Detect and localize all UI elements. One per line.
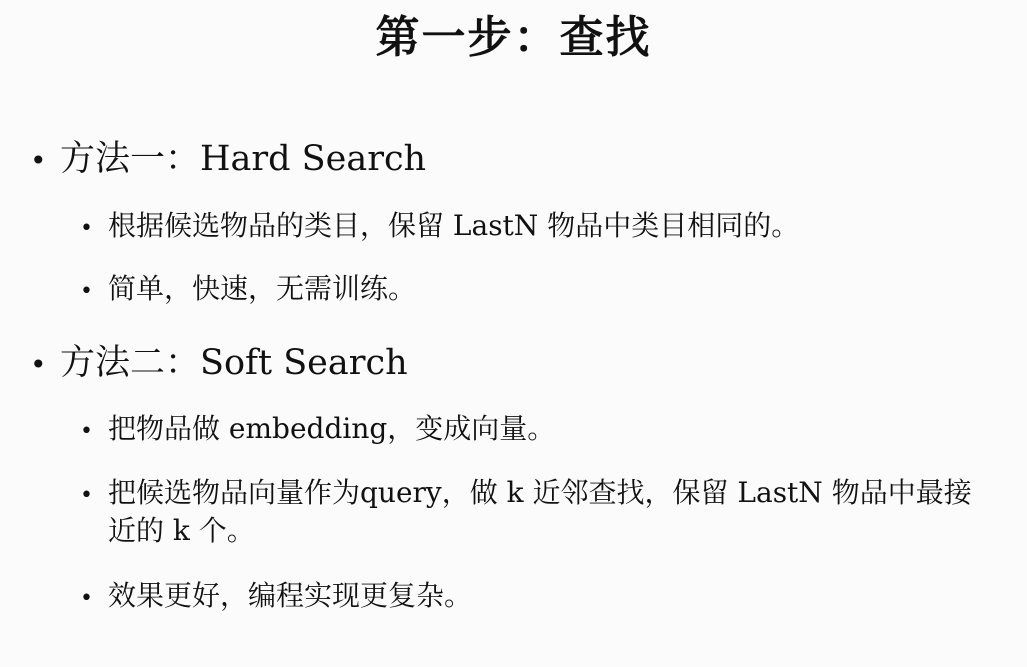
method2-point-2 — [80, 474, 978, 550]
method2-point-1 — [80, 410, 555, 451]
method1-item — [30, 138, 426, 182]
bullet-icon: • — [80, 419, 93, 444]
bullet-icon: • — [30, 348, 47, 381]
bullet-icon: • — [80, 279, 93, 304]
method2-heading: 方法二：Soft Search — [60, 343, 408, 383]
method1-heading: 方法一：Hard Search — [60, 139, 427, 179]
bullet-icon: • — [80, 216, 93, 241]
method2-point-3 — [80, 577, 472, 618]
method2-point-text: 把物品做 embedding，变成向量。 — [108, 412, 556, 445]
bullet-icon: • — [80, 483, 93, 508]
method1-point-1 — [80, 207, 799, 248]
method2-point-text: 效果更好，编程实现更复杂。 — [108, 579, 473, 612]
method2-item — [30, 342, 408, 386]
method1-point-text: 简单，快速，无需训练。 — [108, 272, 417, 305]
slide-title: 第一步：查找 — [375, 12, 652, 63]
method2-point-text: 把候选物品向量作为query，做 k 近邻查找，保留 LastN 物品中最接近的 k 个。 — [108, 476, 972, 547]
method1-point-2 — [80, 270, 416, 311]
method1-point-text: 根据候选物品的类目，保留 LastN 物品中类目相同的。 — [108, 209, 800, 242]
bullet-icon: • — [80, 586, 93, 611]
bullet-icon: • — [30, 144, 47, 177]
